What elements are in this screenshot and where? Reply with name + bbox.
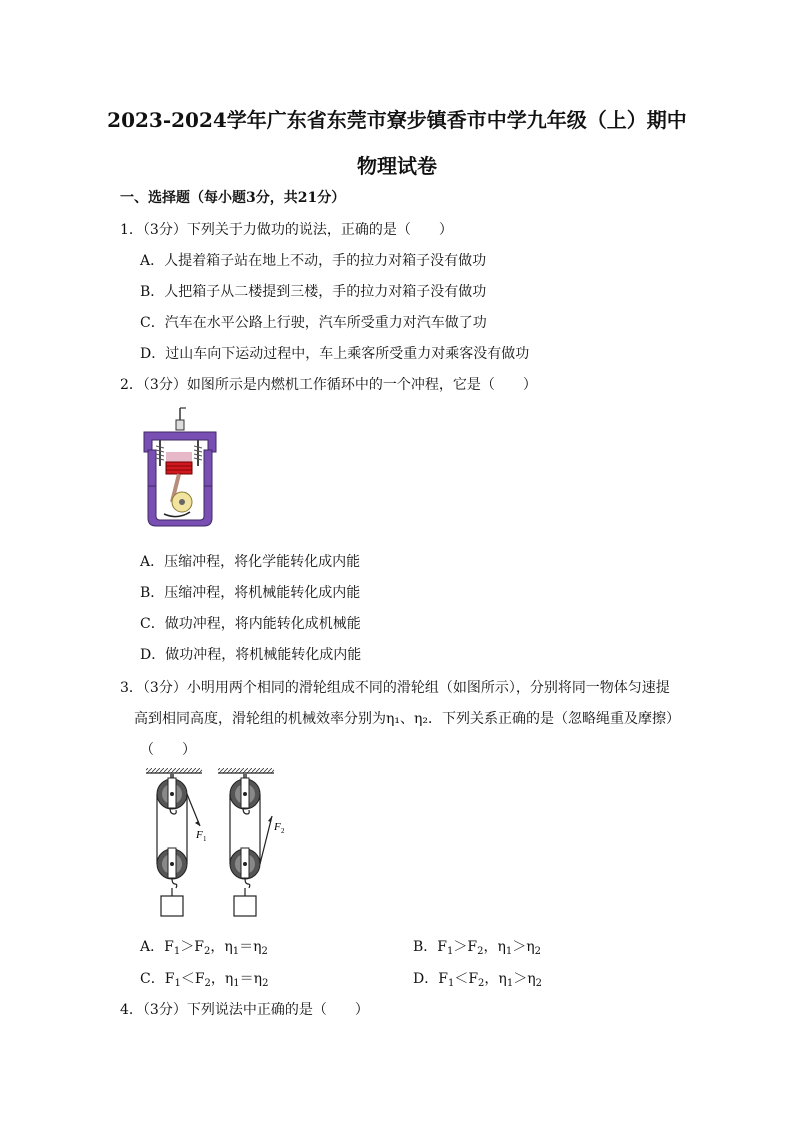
pulley-figure xyxy=(140,768,310,920)
page-title-line-2: 物理试卷 xyxy=(357,154,437,178)
question-3-stem-line-1: 3．（3分）小明用两个相同的滑轮组成不同的滑轮组（如图所示），分别将同一物体匀速提 xyxy=(120,680,670,696)
f1-label: F xyxy=(196,829,203,841)
section-heading: 一、选择题（每小题3分，共21分） xyxy=(120,190,346,206)
q2-option-b: B．压缩冲程，将机械能转化成内能 xyxy=(140,585,361,601)
q3-option-b: B．$F_1>F_2$，$\eta_1>\eta_2$ xyxy=(413,939,542,957)
f2-label-sub: 2 xyxy=(281,827,285,835)
engine-stroke-figure xyxy=(142,406,222,530)
q1-option-d: D．过山车向下运动过程中，车上乘客所受重力对乘客没有做功 xyxy=(140,346,530,362)
q2-option-a: A．压缩冲程，将化学能转化成内能 xyxy=(140,554,361,570)
q3-option-a: A．$F_1>F_2$，$\eta_1=\eta_2$ xyxy=(140,939,268,957)
question-1-stem: 1．（3分）下列关于力做功的说法，正确的是（ ） xyxy=(120,222,453,238)
f1-label-sub: 1 xyxy=(203,835,207,843)
q1-option-a: A．人提着箱子站在地上不动，手的拉力对箱子没有做功 xyxy=(140,253,487,269)
q2-option-c: C．做功冲程，将内能转化成机械能 xyxy=(140,616,361,632)
question-3-stem-line-2: 高到相同高度，滑轮组的机械效率分别为η₁、η₂．下列关系正确的是（忽略绳重及摩擦） xyxy=(134,711,680,727)
question-3-stem-line-3: （ ） xyxy=(140,742,196,758)
q3-option-d: D．$F_1<F_2$，$\eta_1>\eta_2$ xyxy=(413,971,542,989)
q1-option-c: C．汽车在水平公路上行驶，汽车所受重力对汽车做了功 xyxy=(140,315,487,331)
f2-label: F xyxy=(274,821,281,833)
question-2-stem: 2．（3分）如图所示是内燃机工作循环中的一个冲程，它是（ ） xyxy=(120,377,537,393)
q2-option-d: D．做功冲程，将机械能转化成内能 xyxy=(140,647,362,663)
q3-option-c: C．$F_1<F_2$，$\eta_1=\eta_2$ xyxy=(140,971,269,989)
page-title-line-1: 2023-2024学年广东省东莞市寮步镇香市中学九年级（上）期中 xyxy=(107,108,687,132)
question-4-stem: 4．（3分）下列说法中正确的是（ ） xyxy=(120,1002,369,1018)
q1-option-b: B．人把箱子从二楼提到三楼，手的拉力对箱子没有做功 xyxy=(140,284,487,300)
